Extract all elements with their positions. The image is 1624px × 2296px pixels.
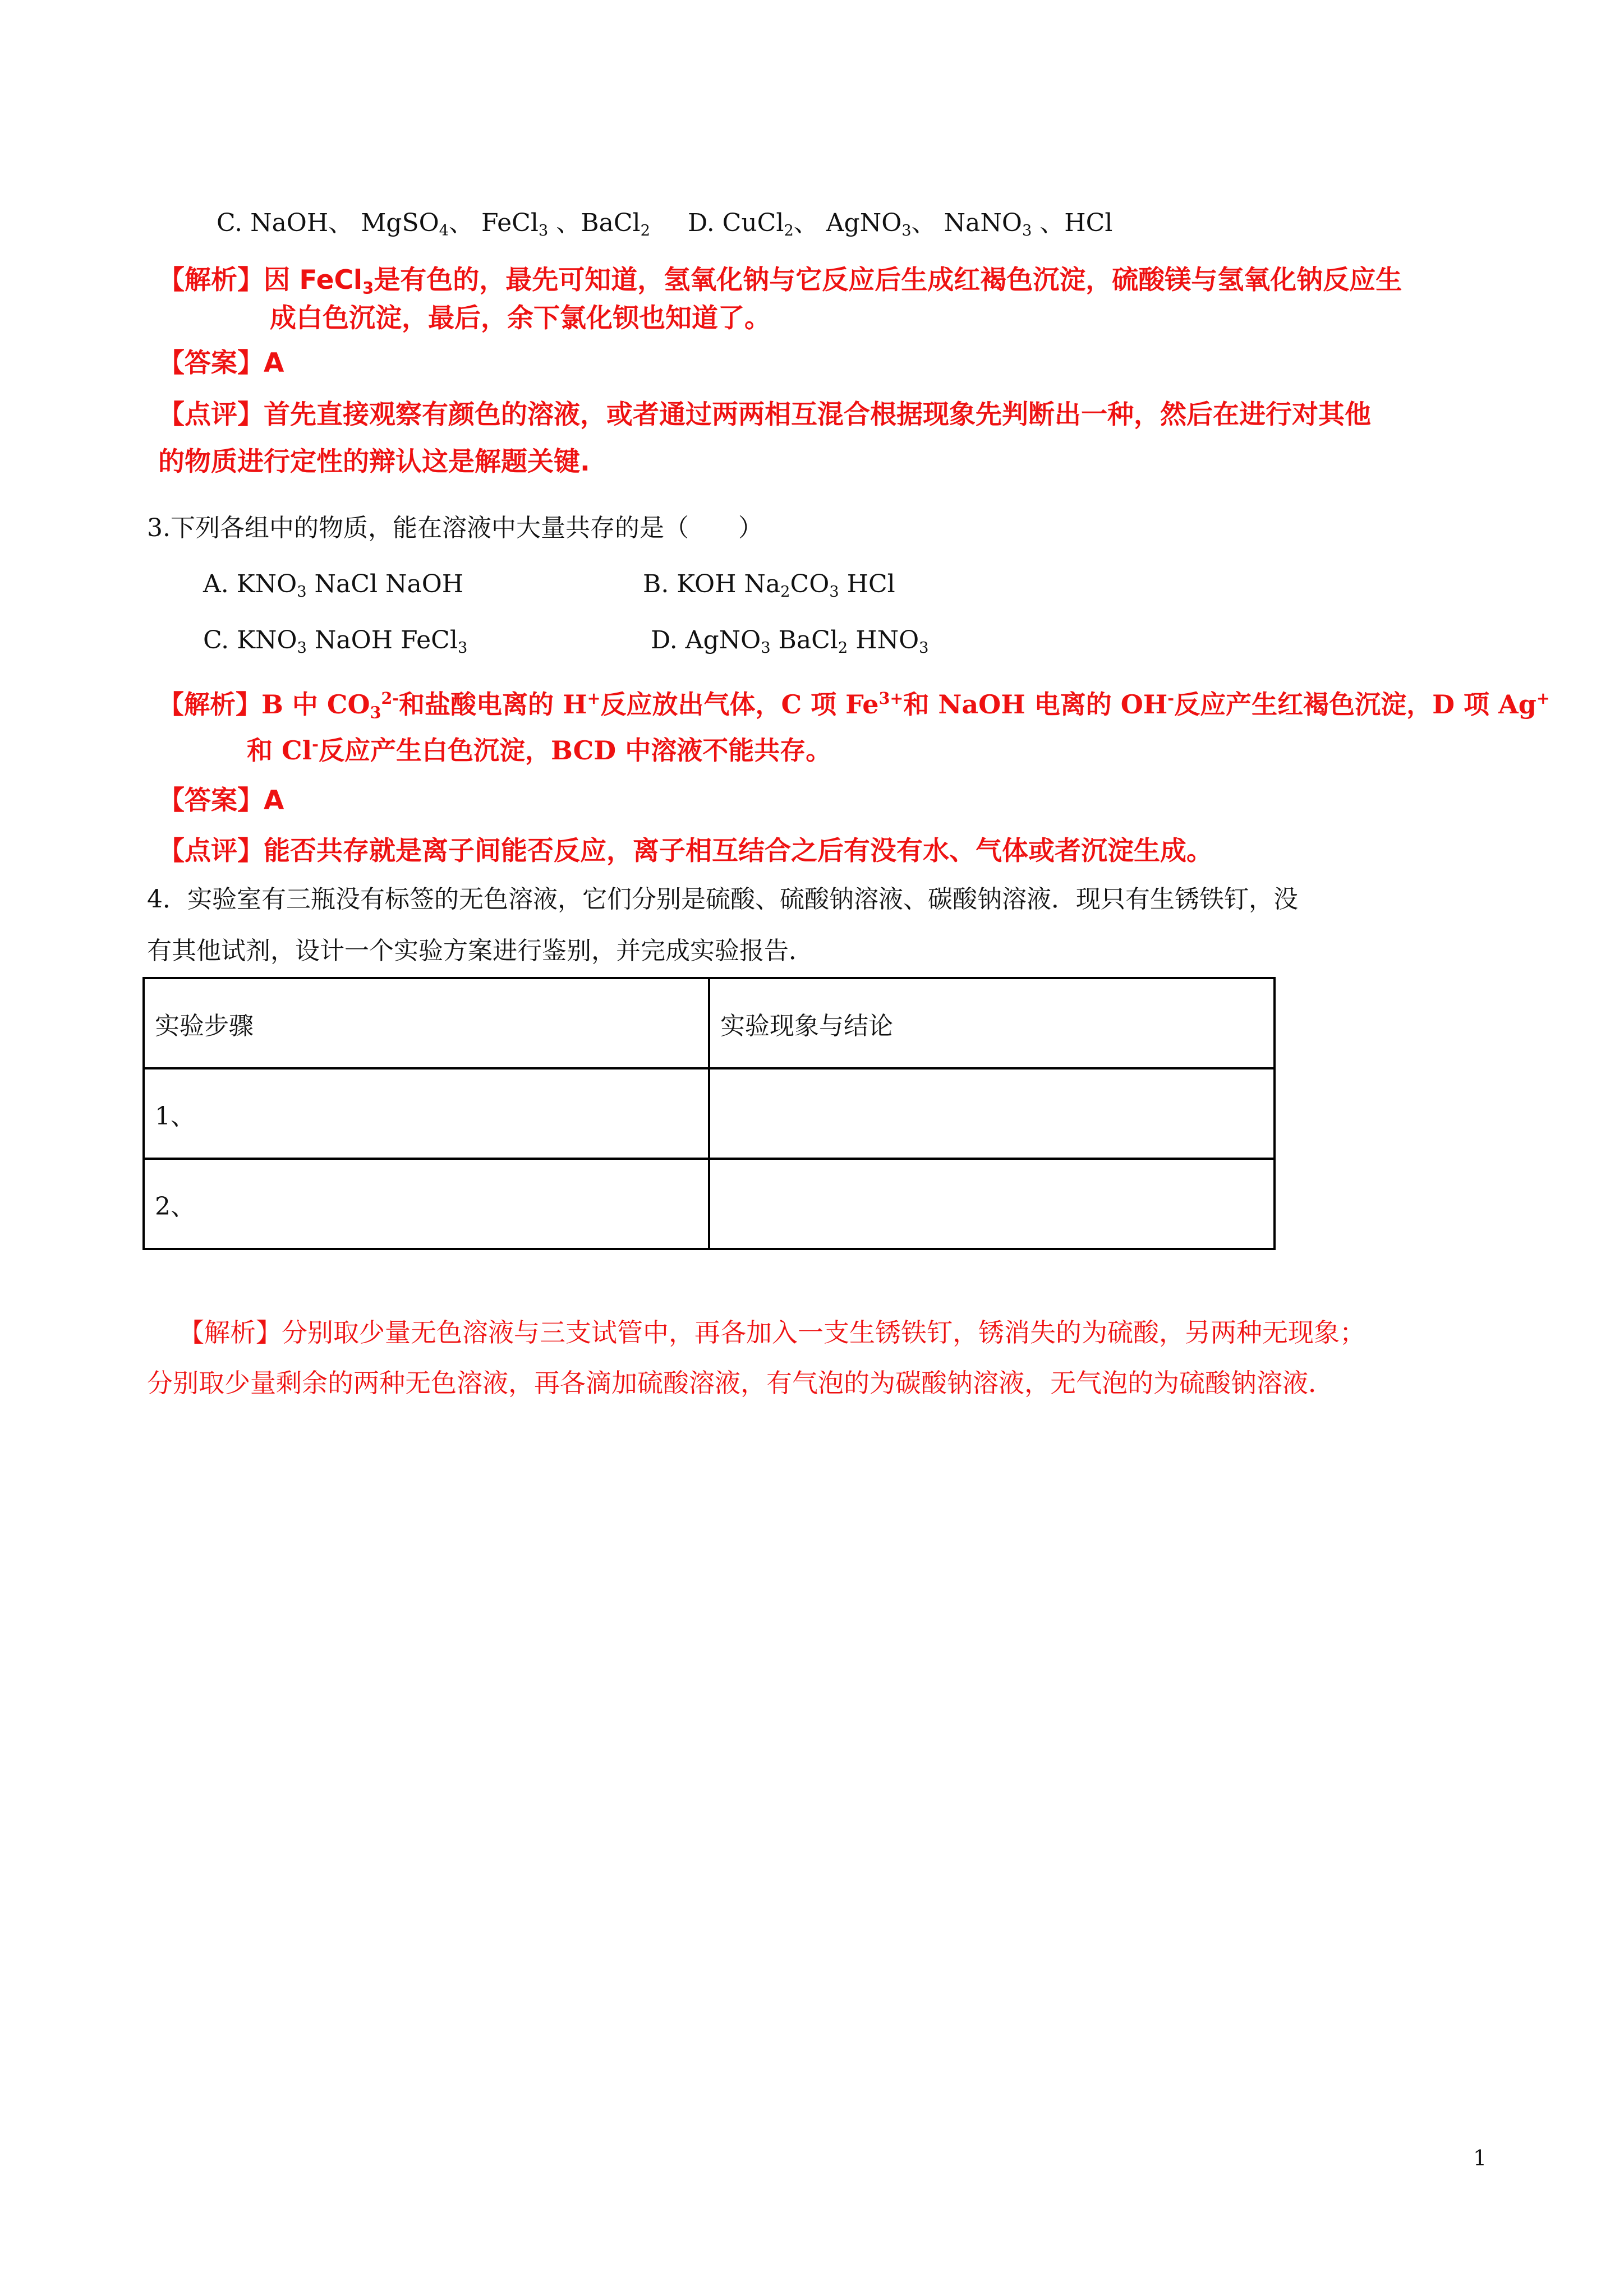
table-header-cell: 实验步骤 xyxy=(144,978,709,1068)
table-cell: 2、 xyxy=(144,1159,709,1249)
q2-option-c: C. NaOH、 MgSO$_4$、 FeCl$_3$ 、BaCl$_2$ xyxy=(217,209,650,240)
analysis-label: 【解析】 xyxy=(158,265,264,296)
table-cell xyxy=(709,1159,1275,1249)
q3-option-b: B. KOH $Na_2CO_3$ HCl xyxy=(643,570,895,601)
q2-analysis-line-1: 【解析】因 FeCl$_3$是有色的，最先可知道，氢氧化钠与它反应后生成红褐色沉淀，硫酸镁与氢氧化钠反应生 xyxy=(158,265,1402,298)
q3-analysis-line-2: 和 Cl-反应产生白色沉淀，BCD 中溶液不能共存。 xyxy=(247,734,832,766)
q3-option-a: A. $KNO_3$ NaCl NaOH xyxy=(203,570,464,601)
q4-analysis-line-1: 【解析】分别取少量无色溶液与三支试管中，再各加入一支生锈铁钉，锈消失的为硫酸，另两种无现象； xyxy=(178,1317,1365,1348)
table-cell xyxy=(709,1068,1275,1159)
q2-answer: 【答案】A xyxy=(158,348,284,379)
q3-question: 3.下列各组中的物质，能在溶液中大量共存的是（ ） xyxy=(147,514,763,542)
q2-comment-line-1: 【点评】首先直接观察有颜色的溶液，或者通过两两相互混合根据现象先判断出一种，然后在进行对其他 xyxy=(158,399,1371,430)
table-row xyxy=(144,1159,1275,1249)
q3-option-c: C. $KNO_3$ NaOH FeCl$_3$ xyxy=(203,626,468,657)
table-row xyxy=(144,1068,1275,1159)
q4-question-line-2: 有其他试剂，设计一个实验方案进行鉴别，并完成实验报告． xyxy=(147,937,813,965)
table-cell: 1、 xyxy=(144,1068,709,1159)
q2-comment-line-2: 的物质进行定性的辩认这是解题关键. xyxy=(158,446,590,477)
q4-analysis-line-2: 分别取少量剩余的两种无色溶液，再各滴加硫酸溶液，有气泡的为碳酸钠溶液，无气泡的为硫酸钠溶液． xyxy=(147,1368,1334,1398)
q3-option-d: D. AgNO$_3$ BaCl$_2$ $HNO_3$ xyxy=(651,626,929,657)
q4-question-line-1: 4．实验室有三瓶没有标签的无色溶液，它们分别是硫酸、硫酸钠溶液、碳酸钠溶液．现只有生锈铁钉，没 xyxy=(147,885,1298,914)
q2-analysis-line-2: 成白色沉淀，最后，余下氯化钡也知道了。 xyxy=(270,303,771,334)
table-header-row xyxy=(144,978,1275,1068)
q2-option-d: D. CuCl$_2$、 AgNO$_3$、 NaNO$_3$ 、HCl xyxy=(688,209,1113,240)
q3-analysis-line-1: 【解析】B 中 $CO_3^{2-}$和盐酸电离的 H+反应放出气体，C 项 $Fe^{3+}$和 NaOH 电离的 OH-反应产生红褐色沉淀，D 项 Ag+ xyxy=(158,688,1550,722)
experiment-report-table xyxy=(142,977,1276,1250)
page-number: 1 xyxy=(1473,2146,1487,2170)
q3-answer: 【答案】A xyxy=(158,785,284,816)
q3-comment: 【点评】能否共存就是离子间能否反应，离子相互结合之后有没有水、气体或者沉淀生成。 xyxy=(158,836,1213,866)
table-header-cell: 实验现象与结论 xyxy=(709,978,1275,1068)
